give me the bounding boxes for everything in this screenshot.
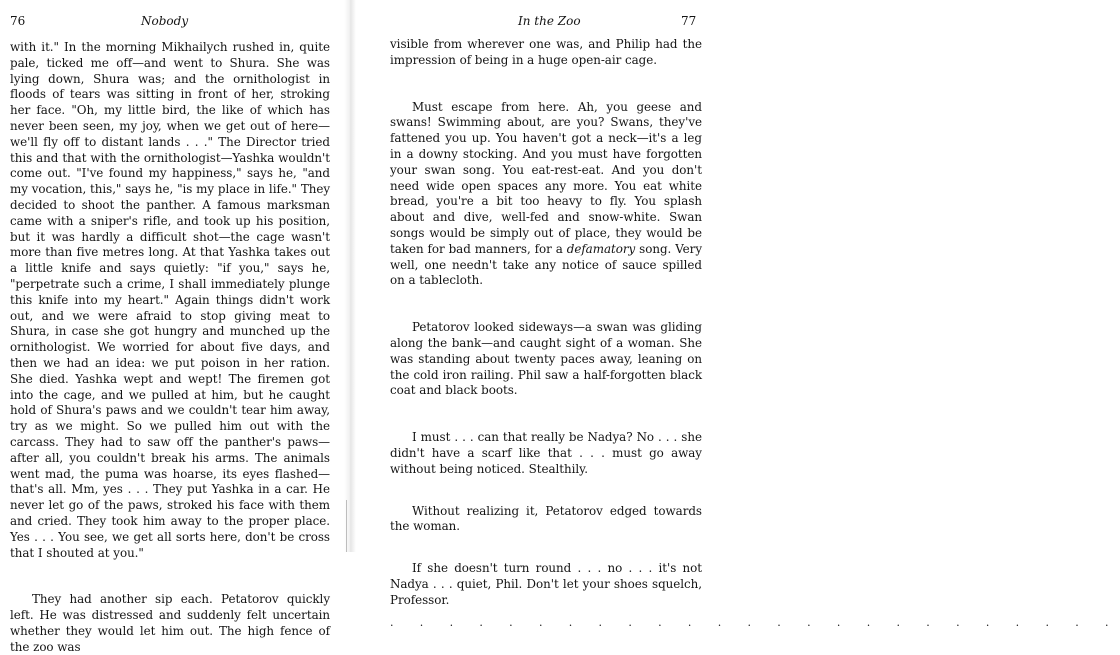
left-page-body [10, 40, 330, 655]
paragraph-spacing [10, 561, 330, 592]
right-paragraph-3: Petatorov looked sideways—a swan was gliding along the bank—and caught sight of a woman. She was standing about twenty paces away, leaning on the cold iron railing. Phil saw a half-forgotten black coat and black boots. [390, 320, 702, 398]
dotted-section-break: . . . . . . . . . . . . . . . . . . . . . . . . . [390, 615, 1120, 629]
left-page [0, 0, 344, 654]
right-paragraph-1: visible from wherever one was, and Philip had the impression of being in a huge open-air cage. [390, 37, 702, 67]
right-page-number: 77 [681, 14, 697, 28]
paragraph-text: Must escape from here. Ah, you geese and swans! Swimming about, are you? Swans, they've fattened you up. You haven't got a neck—it's a leg in a downy stocking. And you must have forgotten your swan song. You eat-rest-eat. And you don't need wide open spaces any more. You eat white bread, you're a bit too heavy to fly. You splash about and dive, well-fed and snow-white. Swan songs would be simply out of place, they would be taken for bad manners, for a [390, 99, 702, 256]
paragraph-spacing [390, 289, 702, 320]
right-paragraph-6: If she doesn't turn round . . . no . . . it's not Nadya . . . quiet, Phil. Don't let your shoes squelch, Professor. [390, 561, 702, 607]
emphasized-word: defamatory [566, 241, 636, 256]
paragraph-spacing [390, 535, 702, 561]
right-paragraph-5: Without realizing it, Petatorov edged towards the woman. [390, 503, 702, 534]
right-paragraph-4: I must . . . can that really be Nadya? No . . . she didn't have a scarf like that . . . must go away without being noticed. Stealthily. [390, 430, 702, 476]
right-page [380, 0, 1120, 629]
right-running-head: In the Zoo [518, 14, 581, 28]
left-paragraph-2: They had another sip each. Petatorov quickly left. He was distressed and suddenly felt uncertain whether they would let him out. The high fence of the zoo was [10, 592, 330, 654]
left-page-number: 76 [10, 14, 26, 28]
paragraph-spacing [390, 69, 702, 100]
left-running-head: Nobody [141, 14, 189, 28]
gutter-crease [346, 500, 347, 552]
right-paragraph-2 [390, 100, 702, 290]
book-gutter [344, 0, 356, 552]
paragraph-spacing [390, 399, 702, 430]
paragraph-spacing [390, 478, 702, 504]
left-paragraph-1: with it." In the morning Mikhailych rushed in, quite pale, ticked me off—and went to Shura. She was lying down, Shura was; and the ornithologist in floods of tears was sitting in front of her, stroking her face. "Oh, my little bird, the like of which has never been seen, my joy, when we get out of here—we'll fly off to distant lands . . ." The Director tried this and that with the ornithologist—Yashka wouldn't come out. "I've found my happiness," says he, "and my vocation, this," says he, "is my place in life." They decided to shoot the panther. A famous marksman came with a sniper's rifle, and took up his position, but it was hardly a difficult shot—the cage wasn't more than five metres long. At that Yashka takes out a little knife and says quietly: "if you," says he, "perpetrate such a crime, I shall immediately plunge this knife into my heart." Again things didn't work out, and we were afraid to stop giving meat to Shura, in case she got hungry and munched up the ornithologist. We worried for about five days, and then we had an idea: we put poison in her ration. She died. Yashka wept and wept! The firemen got into the cage, and we pulled at him, but he caught hold of Shura's paws and we couldn't tear him away, try as we might. So we pulled him out with the carcass. They had to saw off the panther's paws—after all, you couldn't break his arms. The animals went mad, the puma was hoarse, its eyes flashed—that's all. Mm, yes . . . They put Yashka in a car. He never let go of the paws, stroked his face with them and cried. They took him away to the proper place. Yes . . . You see, we get all sorts here, don't be cross that I shouted at you." [10, 40, 330, 560]
right-page-body [390, 37, 1120, 630]
paragraph-text: song. Very well, one needn't take any notice of sauce spilled on a tablecloth. [390, 241, 702, 288]
